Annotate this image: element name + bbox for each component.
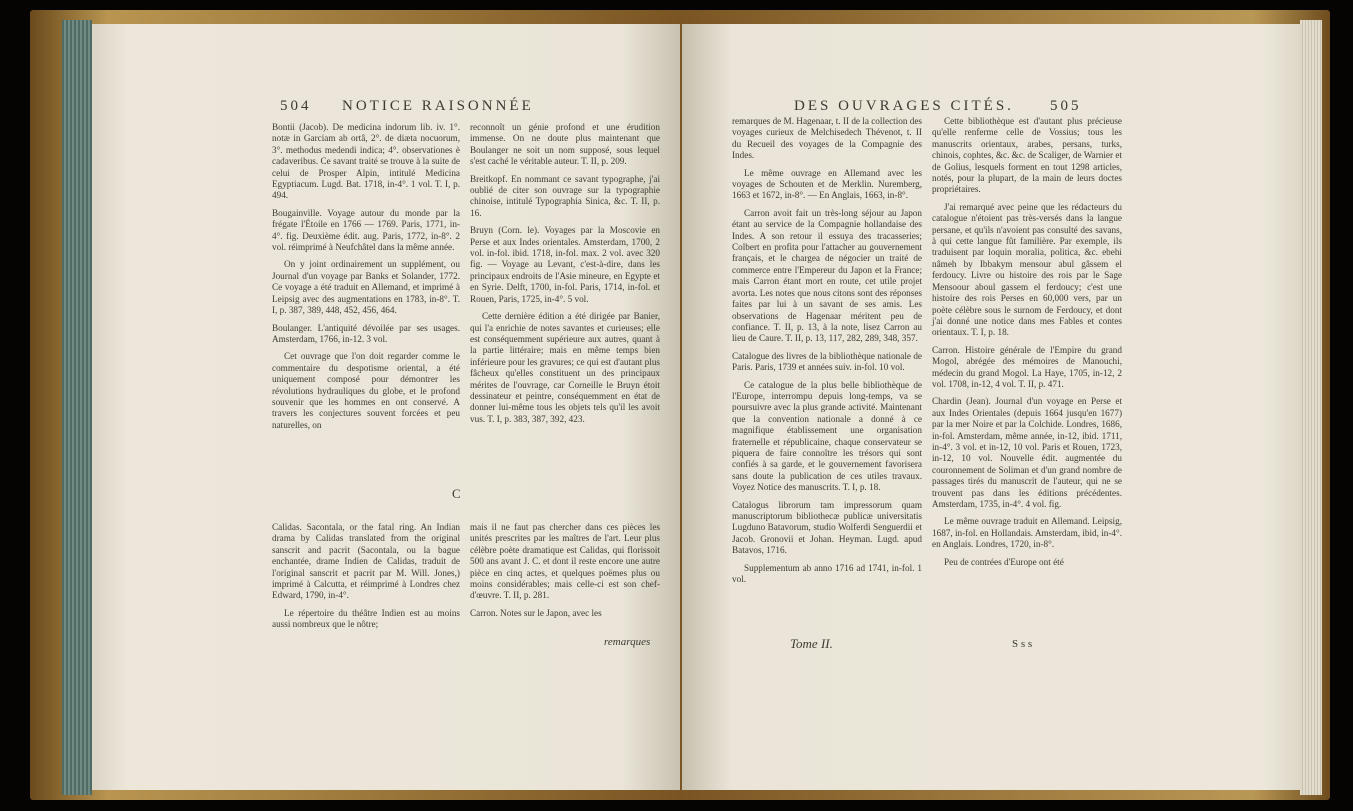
left-column-1: [272, 122, 460, 437]
entry-carron-german: Le même ouvrage en Allemand avec les voyages de Schouten et de Merklin. Nuremberg, 1663 et 1672, in-8°. — En Anglais, 1663, in-8°.: [732, 167, 922, 201]
left-column-2: [470, 122, 660, 431]
left-column-4: [470, 522, 660, 625]
left-page: [92, 24, 680, 790]
left-column-3: [272, 522, 460, 637]
left-running-head: NOTICE RAISONNÉE: [342, 98, 534, 114]
signature-mark: S s s: [1012, 638, 1033, 650]
entry-bontii: Bontii (Jacob). De medicina indorum lib. iv. 1°. notæ in Garciam ab ortâ, 2°. de diæta nocuorum, 3°. methodus medendi indica; 4°. observationes è cadaveribus. Ce savant traité se trouve à la suite de celui de Prosper Alpin, intitulé Medicina Egyptiacum. Lugd. Bat. 1718, in-4°. 1 vol. T. I, p. 494.: [272, 122, 460, 201]
entry-carron: Carron. Notes sur le Japon, avec les: [470, 607, 602, 618]
entry-catalogus-note: Cette bibliothèque est d'autant plus précieuse qu'elle renferme celle de Vossius; tous les manuscrits orientaux, arabes, persans, turks, chinois, cophtes, &c. &c. de Scaliger, de Warnier et de Golius, lesquels forment en tout 1298 articles, notés, pour la plupart, de la main de leurs doctes propriétaires.: [932, 116, 1122, 195]
entry-chardin-translations: Le même ouvrage traduit en Allemand. Leipsig, 1687, in-fol. en Hollandais. Amsterdam, ibid, in-4°. en Anglais. Londres, 1720, in-8°.: [932, 516, 1122, 550]
entry-boulanger-note: Cet ouvrage que l'on doit regarder comme le commentaire du despotisme oriental, a été uniquement composé pour démontrer les révolutions hydrauliques du globe, et le profond souvenir que les hommes en ont conservé. A travers les conjectures souvent forcées et peu naturelles, on: [272, 351, 460, 430]
entry-supplementum: Supplementum ab anno 1716 ad 1741, in-fol. 1 vol.: [732, 562, 922, 585]
entry-catalogue-paris: Catalogue des livres de la bibliothèque nationale de Paris. Paris, 1739 et années suiv. in-fol. 10 vol.: [732, 350, 922, 373]
entry-bougainville-note: On y joint ordinairement un supplément, ou Journal d'un voyage par Banks et Solander, 1772. Ce voyage a été traduit en Allemand, et imprimé à Leipsig avec des augmentations en 1783, in-8°. T. I, p. 387, 389, 448, 452, 456, 464.: [272, 259, 460, 316]
entry-boulanger-cont: reconnoît un génie profond et une érudition immense. On ne doute plus maintenant que Boulanger ne soit un nom supposé, sous lequel s'est caché le véritable auteur. T. II, p. 209.: [470, 122, 660, 167]
entry-chardin-note: Peu de contrées d'Europe ont été: [944, 556, 1064, 567]
entry-breitkopf: Breitkopf. En nommant ce savant typographe, j'ai oublié de citer son ouvrage sur la typographie chinoise, intitulé Typographia Sinica, &c. T. II, p. 16.: [470, 173, 660, 218]
entry-bougainville: Bougainville. Voyage autour du monde par la frégate l'Étoile en 1766 — 1769. Paris, 1771, in-4°. fig. Deuxième édit. aug. Paris, 1772, in-8°. 2 vol. réimprimé à Neufchâtel dans la même année.: [272, 207, 460, 253]
tome-label: Tome II.: [790, 636, 833, 651]
entry-bruyn-note: Cette dernière édition a été dirigée par Banier, qui l'a enrichie de notes savantes et curieuses; elle est conséquemment supérieure aux autres, quant à la partie littéraire; mais en même temps bien inférieure pour les gravures; ce qui est d'autant plus fâcheux qu'elles constituent un des principaux mérites de l'ouvrage, car Corneille le Bruyn étoit dessinateur et peintre, conséquemment en état de donner lui-même tous les objets tels qu'il les avoit vus. T. I, p. 383, 387, 392, 423.: [470, 311, 660, 424]
right-page-edges: [1300, 20, 1322, 795]
right-column-2: [932, 116, 1122, 574]
right-running-head: DES OUVRAGES CITÉS.: [794, 98, 1014, 114]
right-page: [682, 24, 1302, 790]
entry-carron-cont: remarques de M. Hagenaar, t. II de la collection des voyages curieux de Melchisedech Thévenot, t. II du Recueil des voyages de la Compagnie des Indes.: [732, 116, 922, 161]
catchword: remarques: [604, 636, 651, 648]
entry-catalogue-paris-note: Ce catalogue de la plus belle bibliothèque de l'Europe, interrompu depuis long-temps, va se poursuivre avec la plus grande activité. Maintenant que la convention nationale a donné à ce magnifique établissement une organisation fraternelle et républicaine, chaque conservateur se piquera de faire connoître les trésors qui sont confiés à sa garde, et le gouvernement favorisera sans doute la publication de ces utiles travaux. Voyez Notice des manuscrits. T. I, p. 18.: [732, 379, 922, 493]
right-page-number: 505: [1050, 98, 1082, 114]
entry-boulanger: Boulanger. L'antiquité dévoilée par ses usages. Amsterdam, 1766, in-12. 3 vol.: [272, 322, 460, 344]
left-page-edges: [62, 20, 92, 795]
entry-chardin: Chardin (Jean). Journal d'un voyage en Perse et aux Indes Orientales (depuis 1664 jusqu'en 1677) par la mer Noire et par la Colchide. Londres, 1686, in-fol. Amsterdam, même année, in-12, ibid. 1711, in-4°. 3 vol. et in-12, 10 vol. Paris et Rouen, 1723, in-12, 10 vol. Nouvelle édit. augmentée du couronnement de Soliman et d'un grand nombre de passages tirés du manuscrit de l'auteur, qui ne se trouvent pas dans les éditions précédentes. Amsterdam, 1735, in-4°. 4 vol. fig.: [932, 396, 1122, 509]
entry-bruyn: Bruyn (Corn. le). Voyages par la Moscovie en Perse et aux Indes orientales. Amsterdam, 1700, 2 vol. in-fol. ibid. 1718, in-fol. max. 2 vol. avec 320 fig. — Voyage au Levant, c'est-à-dire, dans les principaux endroits de l'Asie mineure, en Egypte et en Syrie. Delft, 1700, in-fol. Paris, 1714, in-fol. et Rouen, Paris, 1725, in-4°. 5 vol.: [470, 225, 660, 304]
section-letter-c: C: [452, 486, 461, 501]
entry-carron-note: Carron avoit fait un très-long séjour au Japon étant au service de la Compagnie hollandaise des Indes. A son retour il essuya des tracasseries; Colbert en profita pour l'attacher au gouvernement français, et le chargea de négocier un traité de commerce entre l'Empereur du Japon et la France; mais Carron étant mort en route, cet utile projet avorta. Les notes que nous citons sont des réponses faites par lui à un savant de ses amis. Les observations de Hagenaar méritent peu de confiance. T. II, p. 13, à la note, lisez Carron au lieu de Caure. T. II, p. 13, 117, 282, 289, 348, 357.: [732, 207, 922, 344]
entry-calidas-cont: mais il ne faut pas chercher dans ces pièces les unités prescrites par les maîtres de l'art. Leur plus célèbre poète dramatique est Calidas, qui florissoit 500 ans avant J. C. et dont il reste encore une autre pièce en cinq actes, et quelques poëmes plus ou moins considérables; mais celle-ci est son chef-d'œuvre. T. II, p. 281.: [470, 522, 660, 601]
left-page-number: 504: [280, 98, 312, 114]
entry-calidas-note: Le répertoire du théâtre Indien est au moins aussi nombreux que le nôtre;: [272, 607, 460, 630]
entry-catalogus-remark: J'ai remarqué avec peine que les rédacteurs du catalogue n'étoient pas très-versés dans la langue persane, et qu'ils n'avoient pas consulté des savans, à qui cette langue fût familière. Par exemple, ils traduisent par loquin moralia, politica, &c. ebehi nâmeh by Ibbakym mensour abul gâssem el ferdoucy. Livre ou histoire des rois par le Sage Mensoour aboul gassem el ferdoucy; c'est une histoire des rois Perses en 60,000 vers, par un poète célèbre sous le surnom de Ferdoucy, et dont j'ai donné une notice dans mes Fables et contes orientaux. T. I, p. 18.: [932, 201, 1122, 338]
entry-carron-histoire: Carron. Histoire générale de l'Empire du grand Mogol, abrégée des mémoires de Manouchi, médecin du grand Mogol. La Haye, 1705, in-12, 2 vol. 1708, in-12, 4 vol. T. II, p. 471.: [932, 344, 1122, 389]
right-column-1: [732, 116, 922, 591]
entry-calidas: Calidas. Sacontala, or the fatal ring. An Indian drama by Calidas translated from the original sanscrit and pacrit (Sacontala, ou la bague enchantée, drame Indien de Calidas, traduit de l'original sanscrit et pacrit par M. Will. Jones,) imprimé à Calcutta, et réimprimé à Londres chez Edward, 1790, in-4°.: [272, 522, 460, 601]
entry-catalogus-lugduno: Catalogus librorum tam impressorum quam manuscriptorum bibliothecæ publicæ universitatis Lugduno Batavorum, studio Wolferdi Senguerdii et Jacob. Gronovii et Johan. Heyman. Lugd. apud Batavos, 1716.: [732, 499, 922, 556]
